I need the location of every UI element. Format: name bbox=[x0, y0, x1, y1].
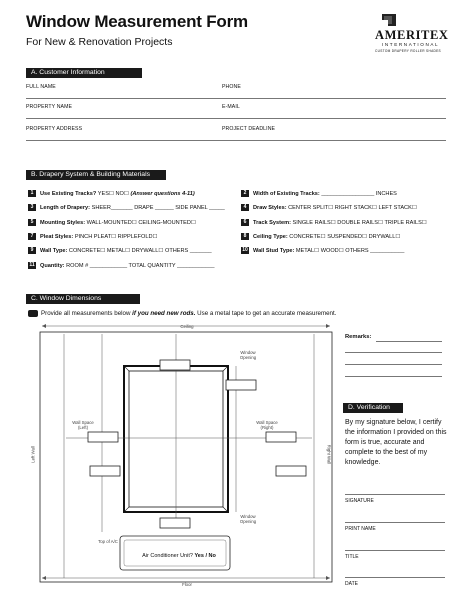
wall-space-right-input[interactable] bbox=[266, 432, 296, 442]
project-deadline-label: PROJECT DEADLINE bbox=[222, 126, 276, 132]
window-to-ac-input[interactable] bbox=[160, 518, 190, 528]
window-opening-bottom-label: Window Opening bbox=[239, 514, 257, 524]
date-label: DATE bbox=[345, 581, 358, 587]
print-name-field[interactable] bbox=[345, 522, 445, 523]
full-name-field[interactable] bbox=[26, 98, 446, 99]
section-b-header: B. Drapery System & Building Materials bbox=[26, 170, 166, 180]
form-subtitle: For New & Renovation Projects bbox=[26, 36, 173, 48]
window-opening-top-label: Window Opening bbox=[239, 350, 257, 360]
full-name-label: FULL NAME bbox=[26, 84, 56, 90]
question-wall-stud-type[interactable]: 10 Wall Stud Type: METAL☐ WOOD☐ OTHERS ___________ bbox=[242, 247, 405, 254]
question-quantity[interactable]: 11 Quantity: ROOM # ____________ TOTAL QUANTITY ____________ bbox=[29, 262, 215, 269]
property-name-field[interactable] bbox=[26, 118, 446, 119]
form-title: Window Measurement Form bbox=[26, 12, 248, 31]
question-drapery-length[interactable]: 3 Length of Drapery: SHEER_______ DRAPE ______ SIDE PANEL _____ bbox=[28, 204, 225, 211]
ceiling-label: Ceiling bbox=[180, 324, 194, 329]
ceiling-to-window-input[interactable] bbox=[160, 360, 190, 370]
top-of-ac-label: Top of A/C bbox=[98, 539, 118, 544]
property-address-field[interactable] bbox=[26, 140, 446, 141]
verification-statement: By my signature below, I certify the information I provided on this form is true, accurate and complete to the best of my knowledge. bbox=[345, 419, 447, 466]
print-name-label: PRINT NAME bbox=[345, 526, 376, 532]
email-label: E-MAIL bbox=[222, 104, 240, 110]
remarks-line-4[interactable] bbox=[345, 376, 442, 377]
question-track-system[interactable]: 6 Track System: SINGLE RAILS☐ DOUBLE RAILS☐ TRIPLE RAILS☐ bbox=[241, 219, 427, 226]
title-field[interactable] bbox=[345, 550, 445, 551]
remarks-label: Remarks: bbox=[345, 334, 372, 340]
measurement-instruction: Provide all measurements below if you need new rods. Use a metal tape to get an accurate measurement. bbox=[28, 310, 336, 317]
logo-international: INTERNATIONAL bbox=[382, 42, 440, 47]
logo-tagline: CUSTOM DRAPERY ROLLER SHADES bbox=[375, 49, 441, 53]
pointing-hand-icon bbox=[28, 310, 38, 317]
phone-label: PHONE bbox=[222, 84, 241, 90]
left-wall-height-input[interactable] bbox=[90, 466, 120, 476]
question-ceiling-type[interactable]: 8 Ceiling Type: CONCRETE☐ SUSPENDED☐ DRYWALL☐ bbox=[241, 233, 400, 240]
right-wall-height-input[interactable] bbox=[276, 466, 306, 476]
question-draw-styles[interactable]: 4 Draw Styles: CENTER SPLIT☐ RIGHT STACK☐ LEFT STACK☐ bbox=[241, 204, 417, 211]
section-d-header: D. Verification bbox=[343, 403, 403, 413]
date-field[interactable] bbox=[345, 577, 445, 578]
section-c-header: C. Window Dimensions bbox=[26, 294, 140, 304]
left-wall-label: Left Wall bbox=[30, 446, 36, 463]
window-opening-width-input[interactable] bbox=[226, 380, 256, 390]
remarks-line-3[interactable] bbox=[345, 364, 442, 365]
signature-field[interactable] bbox=[345, 494, 445, 495]
remarks-line-2[interactable] bbox=[345, 352, 442, 353]
signature-label: SIGNATURE bbox=[345, 498, 374, 504]
remarks-line-1[interactable] bbox=[376, 341, 442, 342]
question-wall-type[interactable]: 9 Wall Type: CONCRETE☐ METAL☐ DRYWALL☐ OTHERS _______ bbox=[28, 247, 212, 254]
air-conditioner-label[interactable]: Air Conditioner Unit? Yes / No bbox=[142, 553, 216, 559]
section-a-header: A. Customer Information bbox=[26, 68, 142, 78]
question-use-existing-tracks[interactable]: 1 Use Existing Tracks? YES☐ NO☐ (Answer questions 4-11) bbox=[28, 190, 195, 197]
property-address-label: PROPERTY ADDRESS bbox=[26, 126, 83, 132]
floor-label: Floor bbox=[182, 582, 192, 587]
property-name-label: PROPERTY NAME bbox=[26, 104, 73, 110]
right-wall-label: Right Wall bbox=[326, 444, 332, 465]
wall-space-left-input[interactable] bbox=[88, 432, 118, 442]
question-mounting-styles[interactable]: 5 Mounting Styles: WALL-MOUNTED☐ CEILING-MOUNTED☐ bbox=[28, 219, 196, 226]
question-pleat-styles[interactable]: 7 Pleat Styles: PINCH PLEAT☐ RIPPLEFOLD☐ bbox=[28, 233, 158, 240]
question-track-width[interactable]: 2 Width of Existing Tracks: _________________ INCHES bbox=[241, 190, 397, 197]
wall-space-right-label: Wall Space (Right) bbox=[256, 420, 278, 430]
title-label: TITLE bbox=[345, 554, 359, 560]
logo-wordmark: AMERITEX bbox=[375, 28, 449, 42]
wall-space-left-label: Wall Space (Left) bbox=[72, 420, 94, 430]
